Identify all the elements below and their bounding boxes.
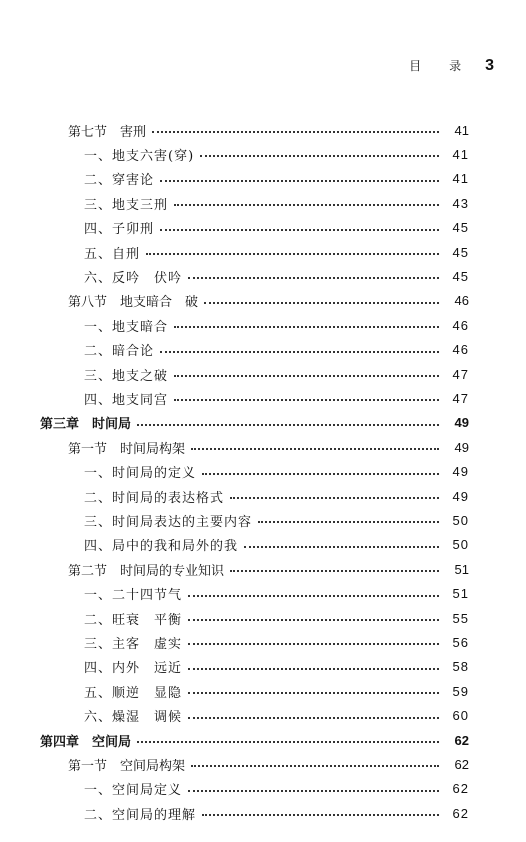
toc-entry-page: 49: [454, 439, 469, 455]
dot-leader: [160, 219, 439, 231]
toc-entry-title: 第四章 空间局: [40, 733, 132, 749]
toc-entry-page: 49: [452, 464, 469, 480]
dot-leader: [174, 389, 439, 401]
toc-entry-title: 一、地支六害(穿): [84, 148, 195, 164]
toc-item-row[interactable]: [0, 216, 526, 240]
toc-entry-title: 第一节 空间局构架: [68, 757, 186, 773]
toc-item-row[interactable]: [0, 264, 526, 288]
dot-leader: [202, 463, 439, 475]
dot-leader: [191, 755, 439, 767]
toc-item-row[interactable]: [0, 460, 526, 484]
toc-entry-title: 五、自刑: [84, 246, 141, 262]
dot-leader: [188, 658, 439, 670]
toc-entry-title: 三、主客 虚实: [84, 636, 183, 652]
toc-entry-title: 五、顺逆 显隐: [84, 685, 183, 701]
toc-item-row[interactable]: [0, 533, 526, 557]
dot-leader: [188, 780, 439, 792]
toc-item-row[interactable]: [0, 655, 526, 679]
toc-entry-title: 三、时间局表达的主要内容: [84, 514, 253, 530]
toc-entry-title: 第二节 时间局的专业知识: [68, 562, 225, 578]
toc-entry-page: 43: [452, 195, 469, 211]
toc-entry-title: 四、内外 远近: [84, 661, 183, 677]
toc-entry-page: 60: [452, 708, 469, 724]
toc-section-row[interactable]: [0, 435, 526, 459]
toc-entry-page: 49: [454, 415, 469, 431]
toc-entry-title: 三、地支三刑: [84, 197, 169, 213]
dot-leader: [152, 121, 439, 133]
toc-entry-title: 六、燥湿 调候: [84, 710, 183, 726]
toc-item-row[interactable]: [0, 630, 526, 654]
toc-chapter-row[interactable]: [0, 411, 526, 435]
toc-entry-page: 62: [454, 732, 469, 748]
toc-entry-page: 51: [452, 586, 469, 602]
toc-entry-title: 一、时间局的定义: [84, 466, 197, 482]
dot-leader: [188, 585, 439, 597]
toc-item-row[interactable]: [0, 338, 526, 362]
dot-leader: [230, 487, 439, 499]
toc-section-row[interactable]: [0, 118, 526, 142]
toc-entry-title: 四、子卯刑: [84, 222, 155, 238]
toc-entry-title: 一、空间局定义: [84, 783, 183, 799]
toc-item-row[interactable]: [0, 142, 526, 166]
toc-entry-title: 第八节 地支暗合 破: [68, 294, 199, 310]
dot-leader: [160, 341, 439, 353]
toc-item-row[interactable]: [0, 508, 526, 532]
toc-entry-title: 三、地支之破: [84, 368, 169, 384]
toc-entry-page: 41: [452, 171, 469, 187]
toc-entry-page: 55: [452, 610, 469, 626]
dot-leader: [200, 145, 439, 157]
toc-entry-page: 62: [454, 756, 469, 772]
dot-leader: [188, 633, 439, 645]
header-right-char: 录: [449, 59, 462, 73]
toc-entry-page: 46: [454, 293, 469, 309]
toc-section-row[interactable]: [0, 557, 526, 581]
dot-leader: [204, 292, 439, 304]
toc-item-row[interactable]: [0, 801, 526, 825]
dot-leader: [202, 804, 439, 816]
toc-section-row[interactable]: [0, 752, 526, 776]
dot-leader: [174, 316, 439, 328]
toc-entry-page: 47: [452, 390, 469, 406]
toc-entry-page: 45: [452, 244, 469, 260]
toc-entry-page: 62: [452, 781, 469, 797]
toc-item-row[interactable]: [0, 777, 526, 801]
dot-leader: [174, 365, 439, 377]
toc-item-row[interactable]: [0, 313, 526, 337]
toc-entry-title: 二、旺衰 平衡: [84, 612, 183, 628]
toc-item-row[interactable]: [0, 704, 526, 728]
dot-leader: [191, 438, 439, 450]
toc-item-row[interactable]: [0, 240, 526, 264]
dot-leader: [137, 731, 439, 743]
dot-leader: [230, 560, 439, 572]
toc-item-row[interactable]: [0, 484, 526, 508]
toc-entry-page: 41: [454, 122, 469, 138]
toc-entry-page: 47: [452, 366, 469, 382]
header-left-char: 目: [409, 59, 422, 73]
page-header: [0, 57, 494, 75]
toc-entry-title: 第三章 时间局: [40, 416, 132, 432]
toc-item-row[interactable]: [0, 582, 526, 606]
dot-leader: [188, 609, 439, 621]
dot-leader: [188, 267, 439, 279]
toc-entry-title: 四、局中的我和局外的我: [84, 539, 239, 555]
page-number: 3: [485, 57, 494, 74]
dot-leader: [188, 707, 439, 719]
toc-entry-title: 一、二十四节气: [84, 588, 183, 604]
toc-entry-page: 51: [454, 561, 469, 577]
toc-item-row[interactable]: [0, 679, 526, 703]
toc-item-row[interactable]: [0, 386, 526, 410]
dot-leader: [244, 536, 439, 548]
dot-leader: [174, 194, 439, 206]
toc-entry-title: 一、地支暗合: [84, 319, 169, 335]
toc-entry-page: 50: [452, 537, 469, 553]
dot-leader: [137, 414, 439, 426]
toc-entry-title: 二、穿害论: [84, 173, 155, 189]
toc-entry-page: 58: [452, 659, 469, 675]
toc-item-row[interactable]: [0, 167, 526, 191]
toc-entry-page: 59: [452, 683, 469, 699]
toc-entry-page: 50: [452, 512, 469, 528]
toc-item-row[interactable]: [0, 606, 526, 630]
toc-entry-page: 62: [452, 805, 469, 821]
toc-entry-page: 45: [452, 220, 469, 236]
toc-entry-page: 45: [452, 268, 469, 284]
toc-entry-page: 49: [452, 488, 469, 504]
toc-section-row[interactable]: [0, 289, 526, 313]
toc-entry-title: 六、反吟 伏吟: [84, 270, 183, 286]
toc-chapter-row[interactable]: [0, 728, 526, 752]
dot-leader: [188, 682, 439, 694]
toc-entry-page: 46: [452, 342, 469, 358]
toc-entry-title: 第一节 时间局构架: [68, 440, 186, 456]
toc-entry-page: 41: [452, 146, 469, 162]
toc-entry-title: 二、空间局的理解: [84, 807, 197, 823]
dot-leader: [258, 511, 439, 523]
dot-leader: [146, 243, 439, 255]
toc-entry-title: 第七节 害刑: [68, 123, 147, 139]
toc-entry-title: 二、暗合论: [84, 344, 155, 360]
toc-item-row[interactable]: [0, 191, 526, 215]
toc-entry-page: 56: [452, 634, 469, 650]
toc-item-row[interactable]: [0, 362, 526, 386]
toc-entry-title: 二、时间局的表达格式: [84, 490, 225, 506]
toc-entry-title: 四、地支同宫: [84, 392, 169, 408]
toc-entry-page: 46: [452, 317, 469, 333]
dot-leader: [160, 170, 439, 182]
